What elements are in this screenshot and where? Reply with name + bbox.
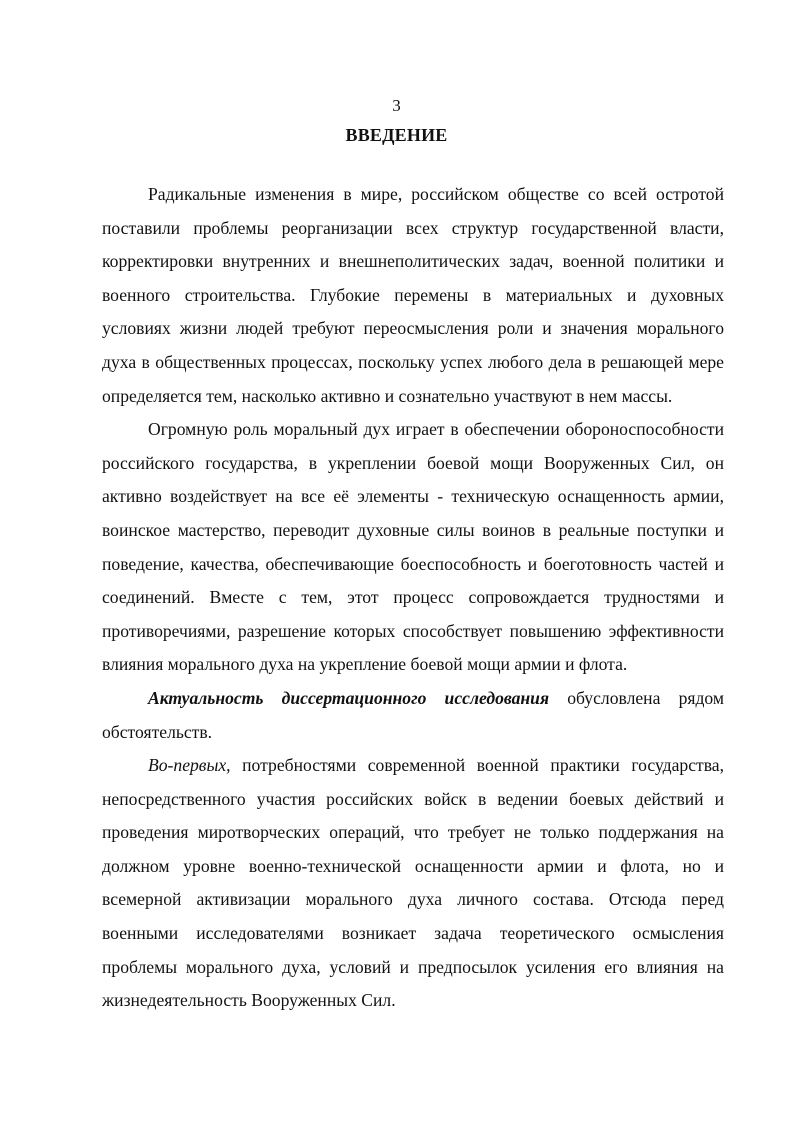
page-number: 3 — [392, 96, 401, 115]
italic-lead: Во-первых, — [148, 755, 231, 776]
paragraph-text: обусловлена рядом обстоятельств. — [102, 687, 724, 742]
paragraph — [102, 682, 724, 749]
paragraph-text: Радикальные изменения в мире, российском обществе со всей остротой поставили проблемы реорганизации всех структур государственной власти, корректировки внутренних и внешнеполитических задач, военной политики и военного строительства. Глубокие перемены в материальных и духовных условиях жизни людей требуют переосмысления роли и значения морального духа в общественных процессах, поскольку успех любого дела в решающей мере определяется тем, насколько активно и сознательно участвуют в нем массы. — [102, 184, 724, 406]
paragraph-text: потребностями современной военной практики государства, непосредственного участия российских войск в ведении боевых действий и проведения миротворческих операций, что требует не только поддержания на должном уровне военно-технической оснащенности армии и флота, но и всемерной активизации морального духа личного состава. Отсюда перед военными исследователями возникает задача теоретического осмысления проблемы морального духа, условий и предпосылок усиления его влияния на жизнедеятельность Вооруженных Сил. — [102, 755, 724, 1011]
paragraph — [102, 413, 724, 682]
body-text — [102, 178, 724, 1018]
paragraph — [102, 178, 724, 413]
emphasized-lead: Актуальность диссертационного исследования — [148, 687, 550, 708]
section-heading: ВВЕДЕНИЕ — [345, 125, 448, 145]
paragraph — [102, 749, 724, 1018]
paragraph-text: Огромную роль моральный дух играет в обеспечении обороноспособности российского государства, в укреплении боевой мощи Вооруженных Сил, он активно воздействует на все её элементы - техническую оснащенность армии, воинское мастерство, переводит духовные силы воинов в реальные поступки и поведение, качества, обеспечивающие боеспособность и боеготовность частей и соединений. Вместе с тем, этот процесс сопровождается трудностями и противоречиями, разрешение которых способствует повышению эффективности влияния морального духа на укрепление боевой мощи армии и флота. — [102, 419, 724, 675]
